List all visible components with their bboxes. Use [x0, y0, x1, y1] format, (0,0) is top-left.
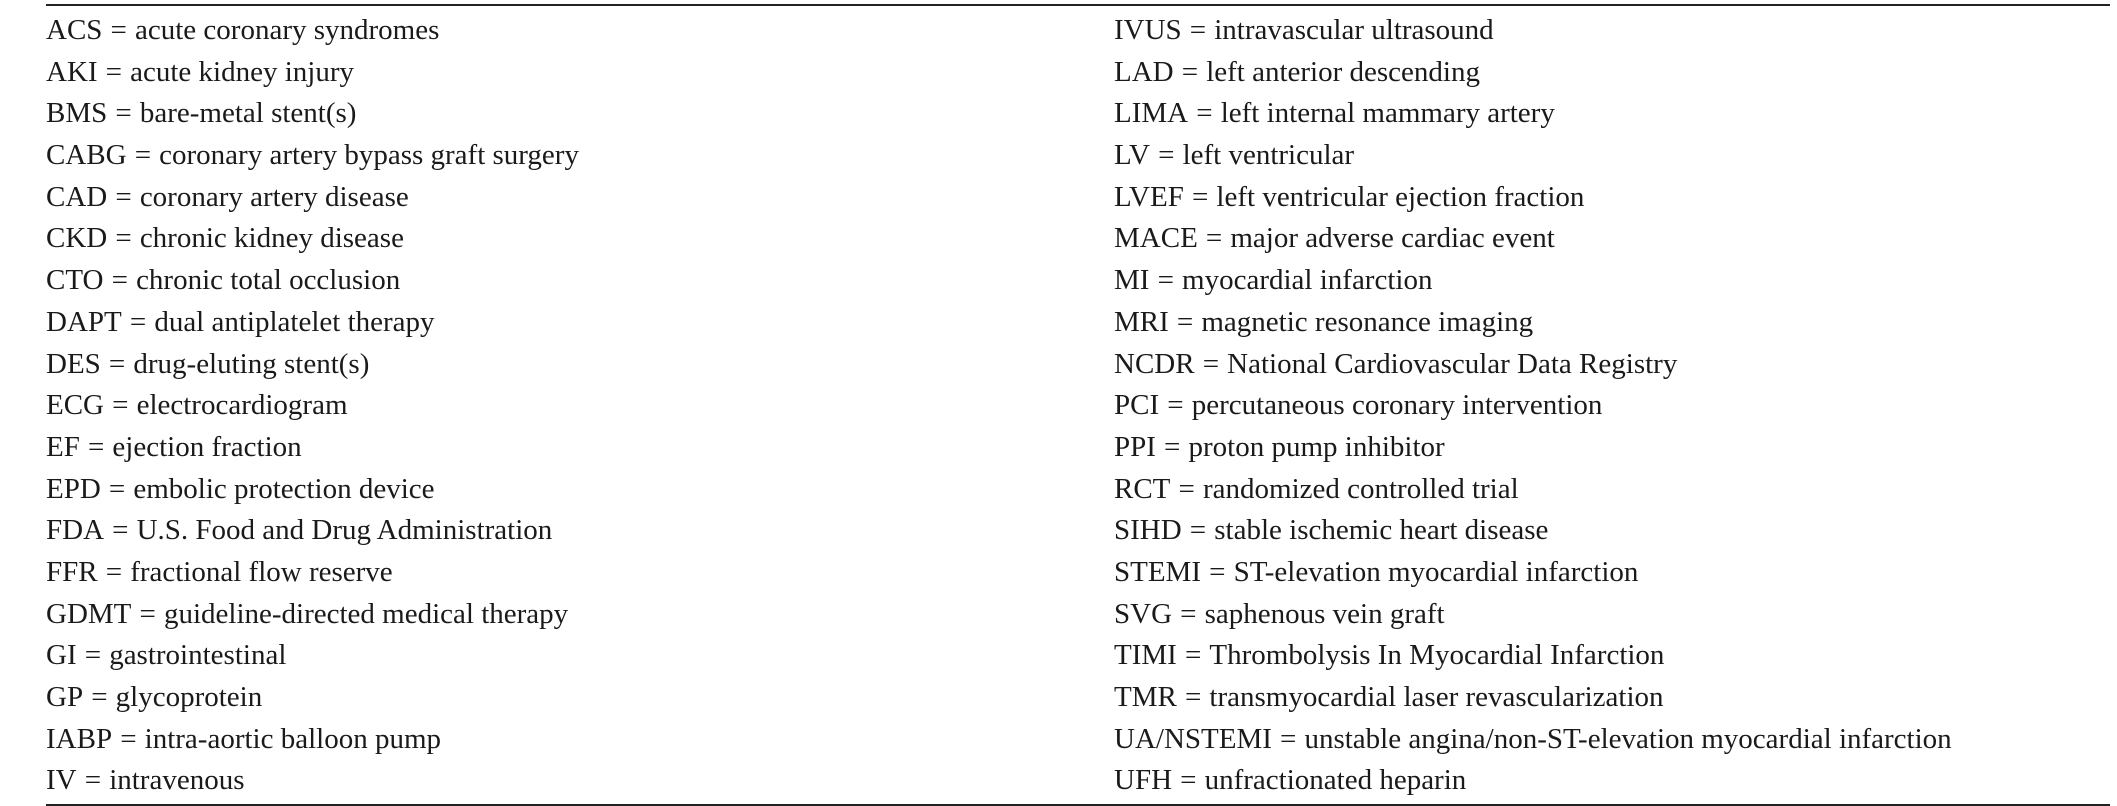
abbreviation-definition: unstable angina/non-ST-elevation myocardial infarction [1304, 722, 1952, 755]
equals-sign: = [1181, 55, 1199, 88]
equals-sign: = [112, 389, 129, 422]
abbreviation-entry [46, 260, 1114, 302]
abbreviation-entry [46, 427, 1114, 469]
abbreviation-entry [46, 635, 1114, 677]
equals-sign: = [105, 55, 123, 88]
abbreviation-term: GI [46, 639, 77, 672]
abbreviation-definition: saphenous vein graft [1204, 597, 1445, 630]
abbreviation-definition: magnetic resonance imaging [1201, 305, 1534, 338]
equals-sign: = [84, 764, 102, 797]
equals-sign: = [1178, 472, 1195, 505]
abbreviation-definition: gastrointestinal [109, 639, 287, 672]
abbreviation-definition: unfractionated heparin [1204, 764, 1467, 797]
abbreviation-term: UFH [1114, 764, 1173, 797]
abbreviation-definition: embolic protection device [133, 472, 435, 505]
abbreviation-term: MI [1114, 264, 1150, 297]
abbreviation-entry [46, 677, 1114, 719]
equals-sign: = [115, 97, 132, 130]
abbreviation-entry [1114, 594, 2110, 636]
abbreviation-definition: left anterior descending [1206, 55, 1480, 88]
abbreviation-entry [46, 218, 1114, 260]
abbreviation-term: LV [1114, 139, 1150, 172]
abbreviation-definition: glycoprotein [115, 681, 263, 713]
abbreviation-term: STEMI [1114, 555, 1201, 588]
equals-sign: = [1164, 430, 1181, 463]
equals-sign: = [1202, 347, 1220, 380]
abbreviation-definition: dual antiplatelet therapy [154, 305, 435, 338]
abbreviation-entry [46, 385, 1114, 427]
equals-sign: = [1167, 389, 1184, 422]
abbreviation-entry [46, 52, 1114, 94]
abbreviation-term: PPI [1114, 430, 1156, 463]
abbreviation-term: BMS [46, 97, 108, 130]
equals-sign: = [108, 347, 126, 380]
abbreviation-entry [46, 344, 1114, 386]
abbreviation-term: CTO [46, 264, 104, 297]
abbreviation-definition: left ventricular [1182, 139, 1355, 172]
abbreviation-term: UA/NSTEMI [1114, 722, 1272, 755]
abbreviation-term: TIMI [1114, 639, 1177, 672]
abbreviation-definition: intravascular ultrasound [1214, 14, 1494, 46]
abbreviation-entry [1114, 135, 2110, 177]
equals-sign: = [1158, 139, 1175, 172]
abbreviation-entry [46, 510, 1114, 552]
equals-sign: = [108, 472, 126, 505]
abbreviation-definition: proton pump inhibitor [1188, 430, 1445, 463]
abbreviation-definition: guideline-directed medical therapy [163, 597, 569, 630]
equals-sign: = [91, 681, 108, 713]
abbreviation-term: EF [46, 430, 80, 463]
abbreviation-entry [46, 93, 1114, 135]
abbreviation-entry [46, 760, 1114, 802]
abbreviation-term: GDMT [46, 597, 132, 630]
abbreviation-entry [46, 177, 1114, 219]
abbreviation-entry [1114, 510, 2110, 552]
abbreviation-term: PCI [1114, 389, 1160, 422]
abbreviation-definition: coronary artery bypass graft surgery [159, 139, 579, 172]
abbreviation-term: EPD [46, 472, 101, 505]
equals-sign: = [1180, 597, 1197, 630]
equals-sign: = [129, 305, 147, 338]
abbreviation-entry [1114, 10, 2110, 52]
abbreviation-definition: intravenous [109, 764, 245, 797]
equals-sign: = [1184, 639, 1202, 672]
abbreviation-entry [1114, 302, 2110, 344]
abbreviation-definition: Thrombolysis In Myocardial Infarction [1209, 639, 1665, 672]
equals-sign: = [1180, 764, 1197, 797]
abbreviation-term: RCT [1114, 472, 1171, 505]
abbreviation-entry [1114, 177, 2110, 219]
equals-sign: = [120, 722, 137, 755]
abbreviation-definition: electrocardiogram [136, 389, 348, 422]
abbreviation-term: MRI [1114, 305, 1169, 338]
abbreviation-entry [1114, 719, 2110, 761]
equals-sign: = [134, 139, 152, 172]
abbreviation-term: FFR [46, 555, 98, 588]
abbreviation-definition: transmyocardial laser revascularization [1209, 681, 1664, 713]
abbreviation-entry [1114, 760, 2110, 802]
abbreviation-term: MACE [1114, 222, 1198, 255]
equals-sign: = [115, 222, 132, 255]
abbreviation-term: LAD [1114, 55, 1174, 88]
equals-sign: = [1189, 514, 1207, 547]
abbreviation-entry [46, 594, 1114, 636]
abbreviation-definition: ejection fraction [112, 430, 302, 463]
abbreviation-entry [46, 552, 1114, 594]
equals-sign: = [84, 639, 102, 672]
abbreviation-term: LIMA [1114, 97, 1189, 130]
abbreviation-definition: major adverse cardiac event [1230, 222, 1555, 255]
abbreviation-term: ECG [46, 389, 104, 422]
abbreviation-definition: intra-aortic balloon pump [144, 722, 442, 755]
abbreviation-term: IVUS [1114, 14, 1182, 46]
abbreviation-entry [46, 10, 1114, 52]
equals-sign: = [1157, 264, 1174, 297]
abbreviation-entry [46, 302, 1114, 344]
abbreviation-definition: randomized controlled trial [1202, 472, 1519, 505]
abbreviation-term: TMR [1114, 681, 1177, 713]
equals-sign: = [1184, 681, 1202, 713]
abbreviation-term: CKD [46, 222, 108, 255]
equals-sign: = [1191, 180, 1209, 213]
abbreviation-term: DAPT [46, 305, 122, 338]
abbreviation-definition: fractional flow reserve [130, 555, 393, 588]
abbreviation-entry [1114, 344, 2110, 386]
abbreviation-entry [1114, 427, 2110, 469]
abbreviation-definition: acute kidney injury [130, 55, 354, 88]
abbreviation-term: ACS [46, 14, 103, 46]
abbreviation-term: IABP [46, 722, 113, 755]
abbreviation-definition: coronary artery disease [139, 180, 409, 213]
equals-sign: = [1280, 722, 1297, 755]
abbreviation-entry [46, 469, 1114, 511]
abbreviation-definition: acute coronary syndromes [135, 14, 440, 46]
abbreviation-definition: left ventricular ejection fraction [1216, 180, 1585, 213]
abbreviation-definition: left internal mammary artery [1220, 97, 1555, 130]
abbreviation-definition: ST-elevation myocardial infarction [1233, 555, 1639, 588]
abbreviation-term: SIHD [1114, 514, 1182, 547]
abbreviation-term: CAD [46, 180, 108, 213]
abbreviation-entry [1114, 385, 2110, 427]
abbreviation-definition: chronic kidney disease [139, 222, 404, 255]
equals-sign: = [87, 430, 105, 463]
equals-sign: = [112, 514, 129, 547]
equals-sign: = [1196, 97, 1213, 130]
equals-sign: = [1189, 14, 1207, 46]
abbreviation-definition: myocardial infarction [1182, 264, 1433, 297]
abbreviation-entry [46, 719, 1114, 761]
equals-sign: = [1176, 305, 1194, 338]
abbreviation-term: NCDR [1114, 347, 1195, 380]
abbreviation-definition: percutaneous coronary intervention [1191, 389, 1603, 422]
abbreviation-entry [1114, 260, 2110, 302]
abbreviation-column-right [1114, 10, 2110, 802]
equals-sign: = [105, 555, 123, 588]
equals-sign: = [139, 597, 156, 630]
abbreviation-definition: chronic total occlusion [136, 264, 401, 297]
abbreviation-entry [1114, 635, 2110, 677]
abbreviation-definition: National Cardiovascular Data Registry [1227, 347, 1678, 380]
equals-sign: = [110, 14, 127, 46]
abbreviation-term: AKI [46, 55, 98, 88]
abbreviation-column-left [46, 10, 1114, 802]
equals-sign: = [115, 180, 132, 213]
abbreviation-entry [1114, 677, 2110, 719]
equals-sign: = [1209, 555, 1226, 588]
abbreviation-entry [1114, 52, 2110, 94]
abbreviation-entry [1114, 93, 2110, 135]
abbreviation-term: CABG [46, 139, 127, 172]
abbreviation-term: LVEF [1114, 180, 1184, 213]
abbreviation-entry [46, 135, 1114, 177]
abbreviation-table [46, 4, 2110, 806]
abbreviation-columns [46, 6, 2110, 804]
abbreviation-term: GP [46, 681, 84, 713]
abbreviation-definition: bare-metal stent(s) [139, 97, 357, 130]
abbreviation-term: FDA [46, 514, 105, 547]
abbreviation-definition: U.S. Food and Drug Administration [136, 514, 553, 547]
abbreviation-definition: stable ischemic heart disease [1214, 514, 1549, 547]
equals-sign: = [1205, 222, 1223, 255]
abbreviation-entry [1114, 218, 2110, 260]
abbreviation-definition: drug-eluting stent(s) [133, 347, 370, 380]
abbreviation-entry [1114, 469, 2110, 511]
abbreviation-entry [1114, 552, 2110, 594]
abbreviation-term: DES [46, 347, 101, 380]
abbreviation-term: IV [46, 764, 77, 797]
equals-sign: = [111, 264, 128, 297]
abbreviation-term: SVG [1114, 597, 1173, 630]
